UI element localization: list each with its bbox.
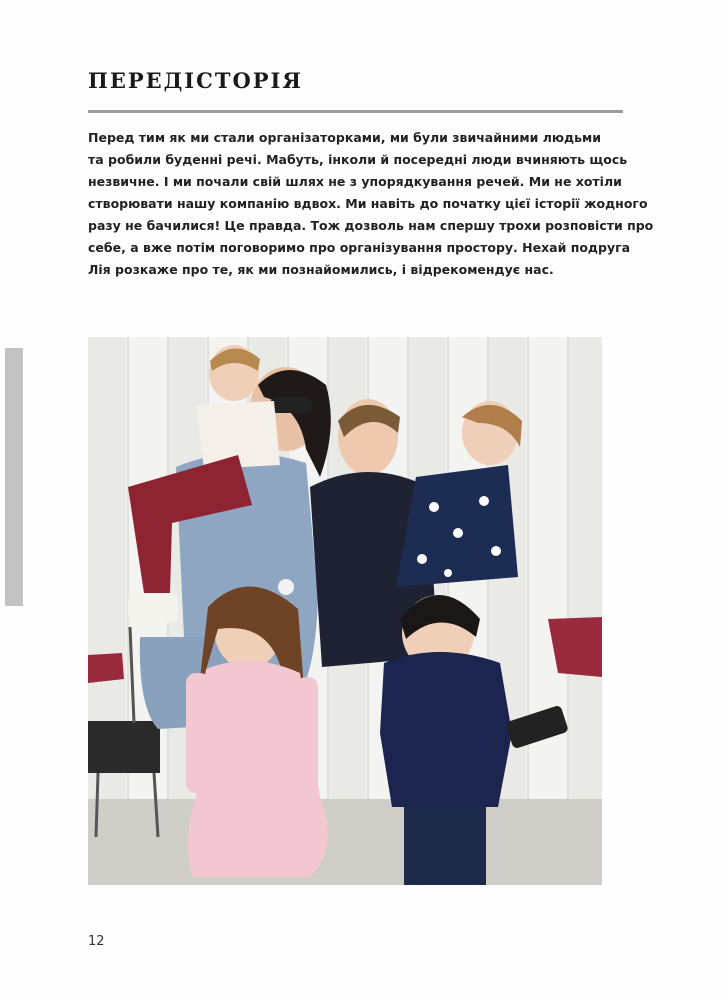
family-photo — [88, 337, 602, 885]
section-heading: ПЕРЕДІСТОРІЯ — [88, 68, 303, 93]
paragraph-line-7: Лія розкаже про те, як ми познайомились, і відрекомендує нас. — [88, 262, 554, 277]
family-photo-illustration — [88, 337, 602, 885]
paragraph-line-1: Перед тим як ми стали організаторками, ми були звичайними людьми — [88, 130, 602, 145]
paragraph-line-5: разу не бачилися! Це правда. Тож дозволь нам спершу трохи розповісти про — [88, 218, 654, 233]
intro-paragraph — [88, 127, 654, 281]
paragraph-line-6: себе, а вже потім поговоримо про організування простору. Нехай подруга — [88, 240, 631, 255]
side-tab-marker — [5, 348, 23, 606]
heading-divider — [88, 110, 623, 113]
paragraph-line-3: незвичне. І ми почали свій шлях не з упорядкування речей. Ми не хотіли — [88, 174, 622, 189]
paragraph-line-2: та робили буденні речі. Мабуть, інколи й посередні люди вчиняють щось — [88, 152, 628, 167]
paragraph-line-4: створювати нашу компанію вдвох. Ми навіть до початку цієї історії жодного — [88, 196, 648, 211]
page-number: 12 — [88, 934, 105, 949]
